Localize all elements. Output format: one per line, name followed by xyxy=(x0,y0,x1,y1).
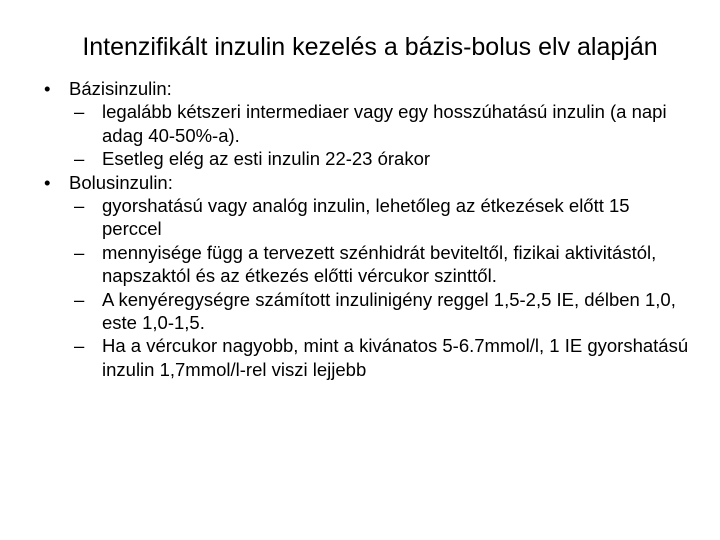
sub-item-text: gyorshatású vagy analóg inzulin, lehetőleg az étkezések előtt 15 perccel xyxy=(102,195,630,240)
bullet-item-bolus xyxy=(44,171,694,194)
dash-icon: – xyxy=(74,241,85,263)
slide-title: Intenzifikált inzulin kezelés a bázis-bolus elv alapján xyxy=(82,33,658,61)
bullet-icon: • xyxy=(44,171,51,193)
sub-item xyxy=(44,147,694,170)
sub-item-text: legalább kétszeri intermediaer vagy egy hosszúhatású inzulin (a napi adag 40-50%-a). xyxy=(102,101,667,146)
sub-item-text: Esetleg elég az esti inzulin 22-23 órakor xyxy=(102,148,431,170)
sub-item-text: Ha a vércukor nagyobb, mint a kivánatos 5-6.7mmol/l, 1 IE gyorshatású inzulin 1,7mmol/l-rel viszi lejjebb xyxy=(102,335,689,380)
sub-item xyxy=(44,241,694,288)
bullet-icon: • xyxy=(44,78,51,99)
bullet-item-basal xyxy=(44,77,694,100)
slide-content xyxy=(44,77,694,381)
bullet-label: Bolusinzulin: xyxy=(69,171,173,193)
dash-icon: – xyxy=(74,288,85,310)
dash-icon: – xyxy=(74,335,85,357)
sub-item-text: A kenyéregységre számított inzulinigény reggel 1,5-2,5 IE, délben 1,0, este 1,0-1,5. xyxy=(102,288,676,334)
sub-item-text: mennyisége függ a tervezett szénhidrát beviteltől, fizikai aktivitástól, napszaktól és az étkezés előtti vércukor szinttől. xyxy=(102,241,657,287)
dash-icon: – xyxy=(74,195,85,217)
sub-item xyxy=(44,194,694,241)
sub-item xyxy=(44,334,694,381)
dash-icon: – xyxy=(74,148,85,170)
sub-item xyxy=(44,288,694,335)
dash-icon: – xyxy=(74,101,85,123)
sub-item xyxy=(44,100,694,147)
bullet-label: Bázisinzulin: xyxy=(69,78,172,99)
